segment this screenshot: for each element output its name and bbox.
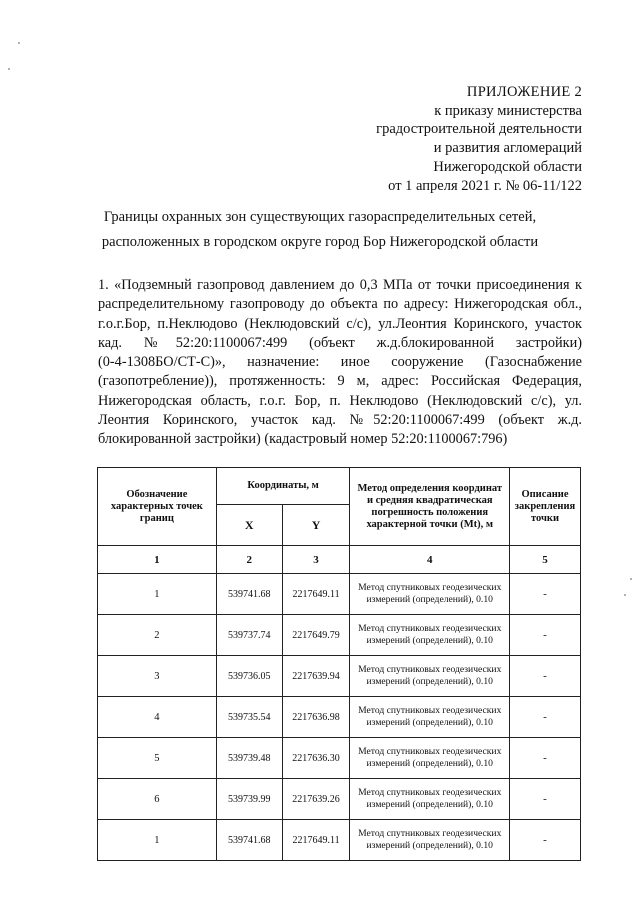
appendix-line: градостроительной деятельности bbox=[376, 121, 582, 138]
method-cell: Метод спутниковых геодезических измерений (определений), 0.10 bbox=[350, 779, 510, 820]
paragraph-line: 1. «Подземный газопровод давлением до 0,3 МПа от точки присоединения к bbox=[98, 277, 582, 293]
x-coordinate: 539735.54 bbox=[216, 697, 282, 738]
table-row bbox=[98, 779, 581, 820]
paragraph-line: г.о.г.Бор, п.Неклюдово (Неклюдовский с/с), ул.Леонтия Коринского, участок bbox=[98, 315, 582, 332]
x-coordinate: 539737.74 bbox=[216, 615, 282, 656]
method-cell: Метод спутниковых геодезических измерений (определений), 0.10 bbox=[350, 820, 510, 861]
appendix-line: от 1 апреля 2021 г. № 06-11/122 bbox=[388, 177, 582, 194]
table-row bbox=[98, 820, 581, 861]
point-label: 2 bbox=[98, 615, 217, 656]
y-coordinate: 2217649.79 bbox=[282, 615, 350, 656]
title-line-2: расположенных в городском округе город Бор Нижегородской области bbox=[101, 234, 539, 250]
header-y: Y bbox=[282, 505, 350, 546]
paragraph-line: (газопотребление)), протяженность: 9 м, адрес: Российская Федерация, bbox=[98, 373, 582, 390]
coordinates-table bbox=[97, 467, 581, 861]
paragraph-line: кад. №52:20:1100067:499 (объект ж.д.блокированной застройки) bbox=[98, 334, 582, 351]
y-coordinate: 2217639.26 bbox=[282, 779, 350, 820]
appendix-title: ПРИЛОЖЕНИЕ 2 bbox=[466, 84, 582, 100]
header-fixation: Описание закрепления точки bbox=[510, 468, 581, 546]
paragraph-line: блокированной застройки) (кадастровый номер 52:20:1100067:796) bbox=[98, 431, 508, 448]
column-number: 4 bbox=[350, 546, 510, 574]
scan-speck bbox=[630, 578, 632, 580]
fixation-cell: - bbox=[510, 738, 581, 779]
column-number: 5 bbox=[510, 546, 581, 574]
paragraph-line: Нижегородская область, г.о.г. Бор, п. Неклюдово (Неклюдовский с/с), ул. bbox=[98, 392, 582, 409]
fixation-cell: - bbox=[510, 656, 581, 697]
point-label: 1 bbox=[98, 820, 217, 861]
point-label: 6 bbox=[98, 779, 217, 820]
scan-speck bbox=[18, 42, 20, 44]
object-description bbox=[98, 276, 582, 450]
appendix-header bbox=[376, 83, 582, 195]
column-number: 2 bbox=[216, 546, 282, 574]
point-label: 5 bbox=[98, 738, 217, 779]
x-coordinate: 539741.68 bbox=[216, 574, 282, 615]
x-coordinate: 539741.68 bbox=[216, 820, 282, 861]
x-coordinate: 539739.99 bbox=[216, 779, 282, 820]
y-coordinate: 2217639.94 bbox=[282, 656, 350, 697]
document-title bbox=[0, 205, 640, 255]
table-row bbox=[98, 574, 581, 615]
scan-speck bbox=[624, 594, 626, 596]
fixation-cell: - bbox=[510, 697, 581, 738]
fixation-cell: - bbox=[510, 574, 581, 615]
header-coordinates: Координаты, м bbox=[216, 468, 350, 505]
appendix-line: к приказу министерства bbox=[434, 102, 582, 119]
y-coordinate: 2217649.11 bbox=[282, 574, 350, 615]
column-number-row bbox=[98, 546, 581, 574]
table-row bbox=[98, 656, 581, 697]
table-row bbox=[98, 697, 581, 738]
scan-speck bbox=[8, 68, 10, 70]
table-header-row bbox=[98, 468, 581, 505]
fixation-cell: - bbox=[510, 820, 581, 861]
header-x: X bbox=[216, 505, 282, 546]
appendix-line: Нижегородской области bbox=[433, 158, 582, 175]
point-label: 3 bbox=[98, 656, 217, 697]
method-cell: Метод спутниковых геодезических измерений (определений), 0.10 bbox=[350, 738, 510, 779]
y-coordinate: 2217636.98 bbox=[282, 697, 350, 738]
header-designation: Обозначение характерных точек границ bbox=[98, 468, 217, 546]
y-coordinate: 2217636.30 bbox=[282, 738, 350, 779]
paragraph-line: (0-4-1308БО/СТ-С)», назначение: иное сооружение (Газоснабжение bbox=[98, 354, 582, 371]
method-cell: Метод спутниковых геодезических измерений (определений), 0.10 bbox=[350, 574, 510, 615]
header-method: Метод определения координат и средняя квадратическая погрешность положения характерной точки (Mt), м bbox=[350, 468, 510, 546]
title-line-1: Границы охранных зон существующих газораспределительных сетей, bbox=[103, 209, 537, 225]
table-row bbox=[98, 738, 581, 779]
method-cell: Метод спутниковых геодезических измерений (определений), 0.10 bbox=[350, 697, 510, 738]
appendix-line: и развития агломераций bbox=[433, 140, 582, 157]
point-label: 4 bbox=[98, 697, 217, 738]
table-row bbox=[98, 615, 581, 656]
y-coordinate: 2217649.11 bbox=[282, 820, 350, 861]
x-coordinate: 539736.05 bbox=[216, 656, 282, 697]
column-number: 1 bbox=[98, 546, 217, 574]
paragraph-line: Леонтия Коринского, участок кад. №52:20:1100067:499 (объект ж.д. bbox=[98, 412, 582, 429]
paragraph-line: распределительному газопроводу до объекта по адресу: Нижегородская обл., bbox=[98, 296, 582, 313]
point-label: 1 bbox=[98, 574, 217, 615]
column-number: 3 bbox=[282, 546, 350, 574]
method-cell: Метод спутниковых геодезических измерений (определений), 0.10 bbox=[350, 615, 510, 656]
x-coordinate: 539739.48 bbox=[216, 738, 282, 779]
fixation-cell: - bbox=[510, 615, 581, 656]
method-cell: Метод спутниковых геодезических измерений (определений), 0.10 bbox=[350, 656, 510, 697]
fixation-cell: - bbox=[510, 779, 581, 820]
